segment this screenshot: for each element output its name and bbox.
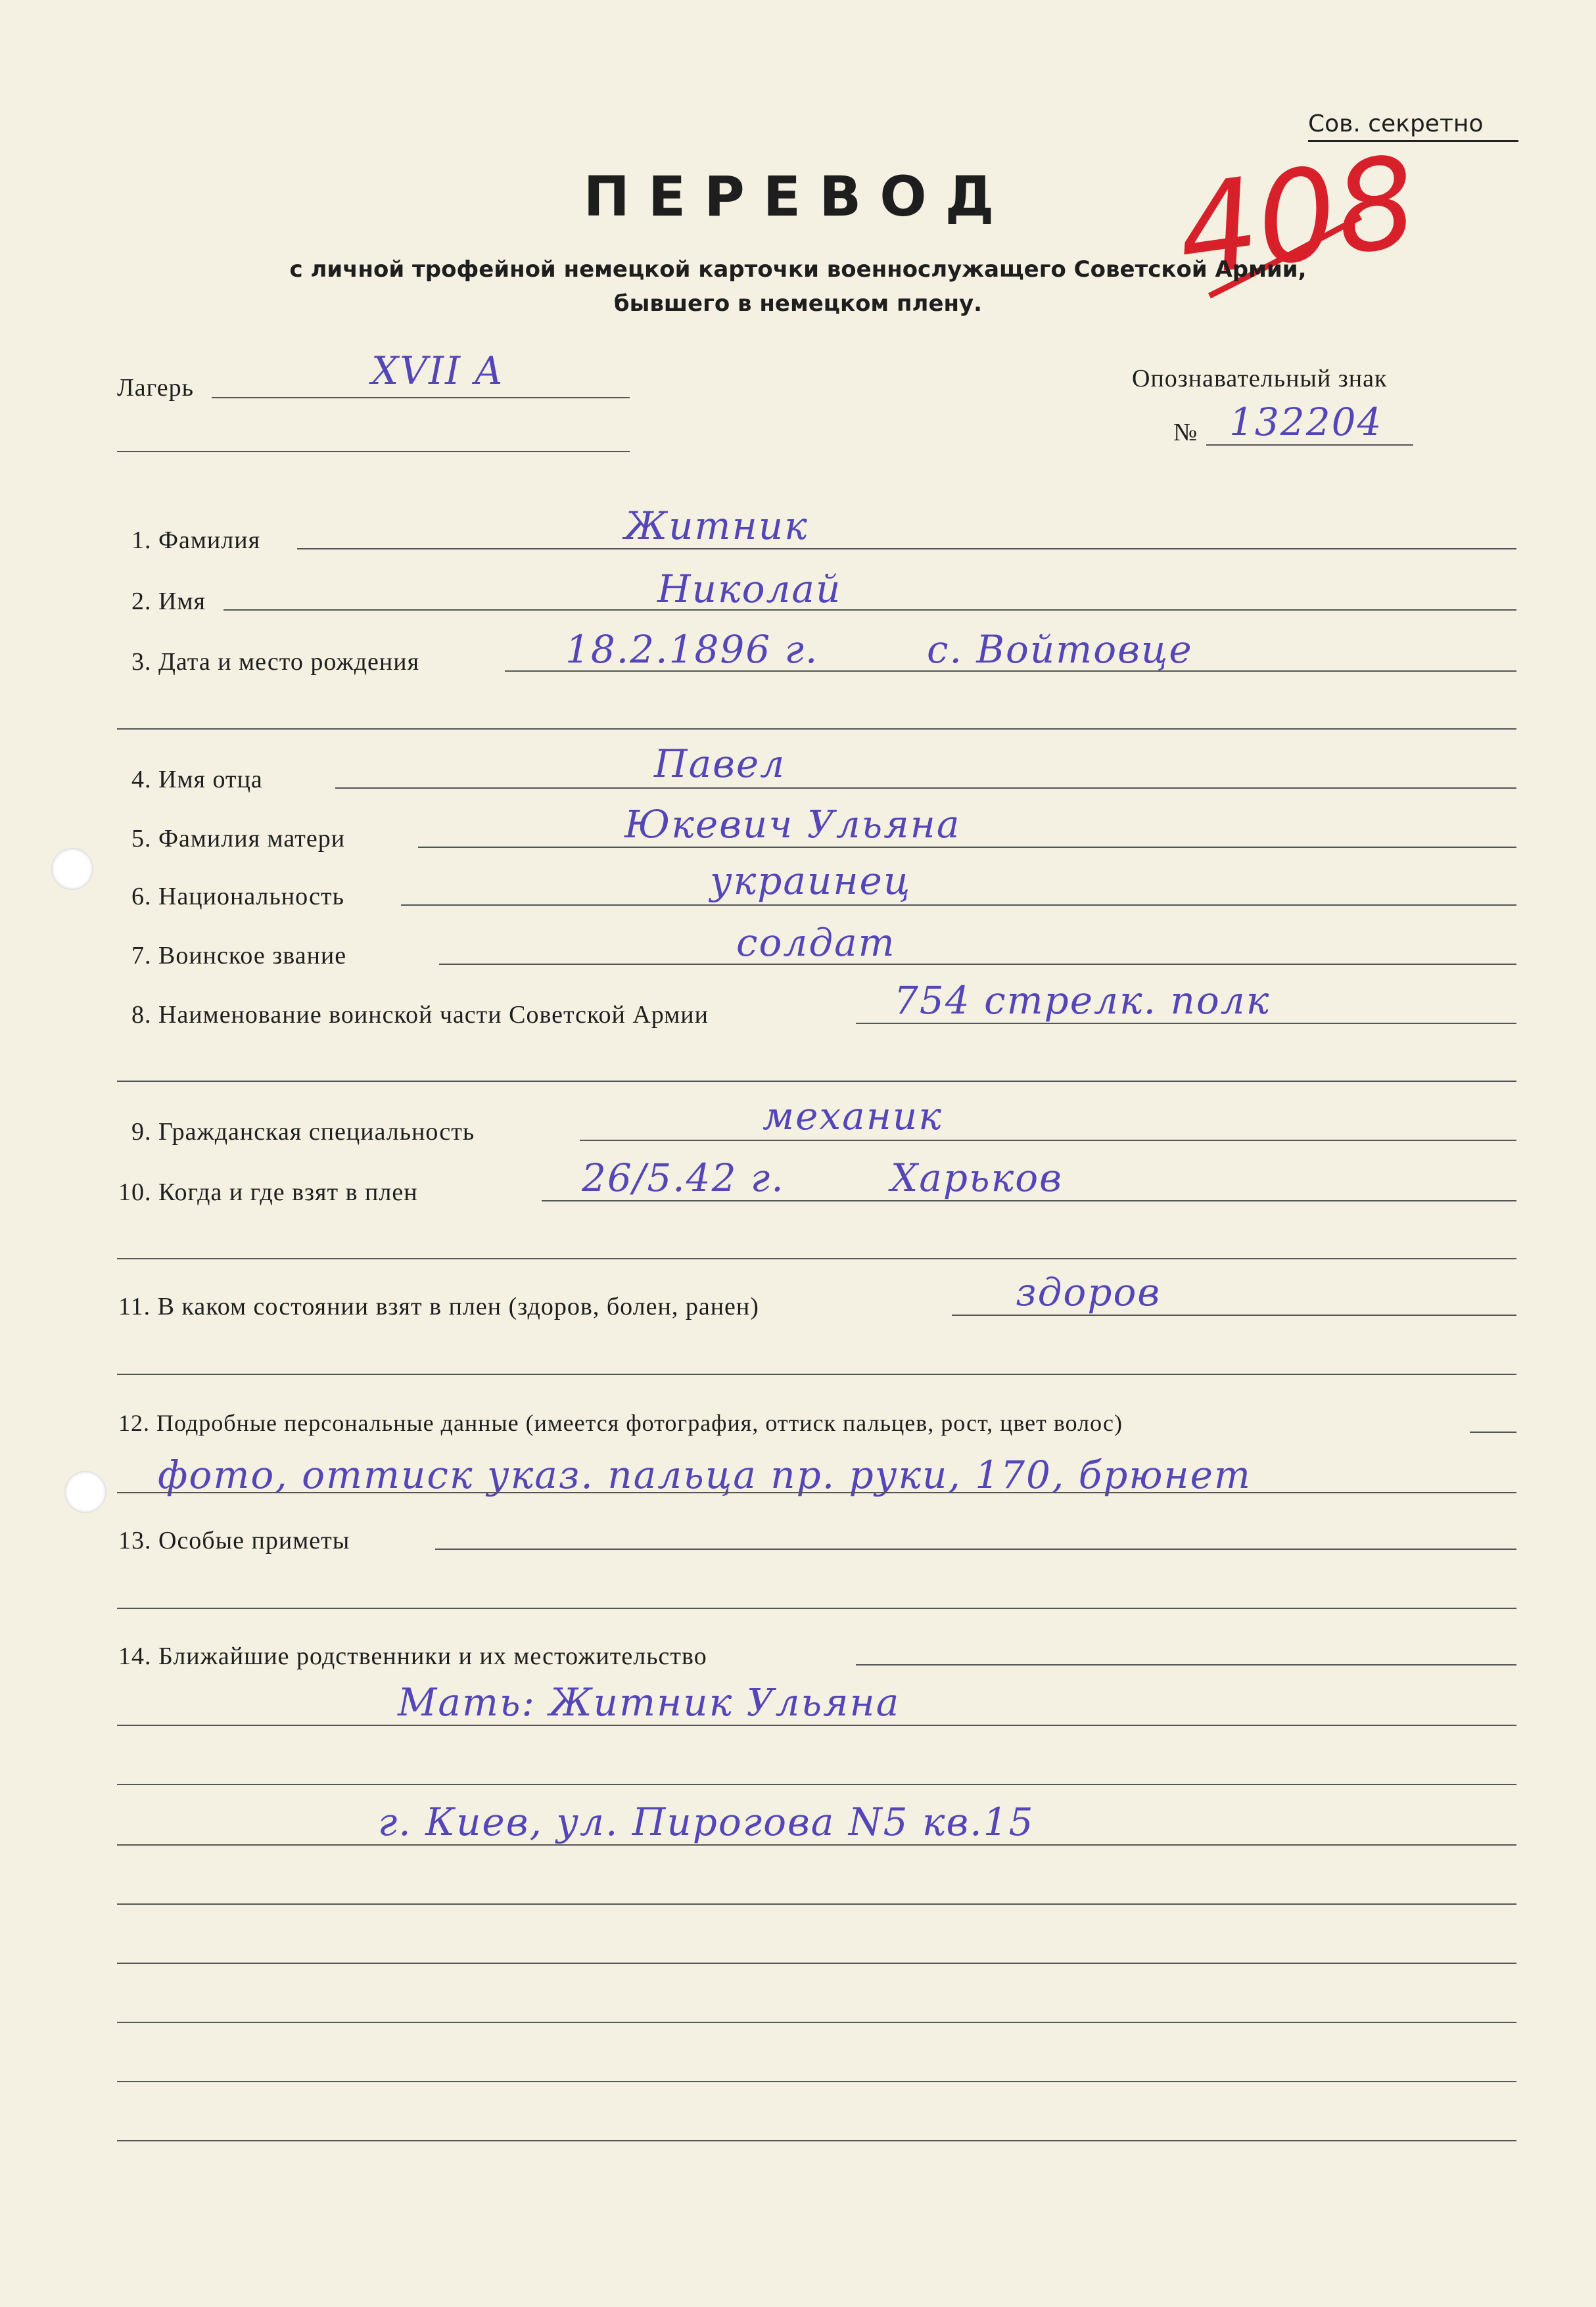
field-13-label: 13. Особые приметы xyxy=(118,1527,350,1554)
field-1-rule xyxy=(297,548,1516,549)
field-14-rule-8 xyxy=(117,2081,1516,2082)
field-4-rule xyxy=(335,787,1516,789)
field-3-value: 18.2.1896 г. xyxy=(565,627,819,672)
secrecy-label: Сов. секретно xyxy=(1308,110,1518,142)
punch-hole-bottom xyxy=(64,1471,106,1513)
field-5-value: Юкевич Ульяна xyxy=(624,802,961,847)
field-14-rule-4 xyxy=(117,1844,1516,1846)
stamp-number-text: 408 xyxy=(1169,128,1425,306)
field-11-rule xyxy=(952,1315,1516,1316)
tag-value: 132204 xyxy=(1229,400,1383,444)
field-7-value: солдат xyxy=(736,920,896,965)
field-10-rule xyxy=(542,1200,1516,1201)
field-8-value: 754 стрелк. полк xyxy=(894,978,1271,1023)
field-11-value: здоров xyxy=(1016,1270,1162,1315)
tag-rule xyxy=(1206,444,1413,446)
field-6-value: украинец xyxy=(710,858,912,903)
field-14-rule-2 xyxy=(117,1725,1516,1726)
subtitle-line-1: с личной трофейной немецкой карточки военнослужащего Советской Армии, xyxy=(289,256,1307,283)
field-12-rule xyxy=(1470,1432,1516,1433)
field-14-rule-3 xyxy=(117,1784,1516,1785)
field-4-label: 4. Имя отца xyxy=(131,766,263,793)
field-6-label: 6. Национальность xyxy=(131,883,344,910)
field-14-rule xyxy=(856,1664,1516,1666)
camp-label: Лагерь xyxy=(117,374,194,402)
field-8-rule xyxy=(856,1023,1516,1024)
field-9-label: 9. Гражданская специальность xyxy=(131,1118,475,1146)
field-8-label: 8. Наименование воинской части Советской Армии xyxy=(131,1001,709,1029)
field-12-label: 12. Подробные персональные данные (имеется фотография, оттиск пальцев, рост, цвет волос) xyxy=(118,1410,1123,1436)
field-1-value: Житник xyxy=(624,503,809,548)
field-14-value: Мать: Житник Ульяна xyxy=(398,1680,901,1725)
field-10-value: 26/5.42 г. xyxy=(582,1155,785,1200)
field-12-rule-2 xyxy=(117,1492,1516,1493)
field-11-rule-2 xyxy=(117,1374,1516,1375)
document-title: ПЕРЕВОД xyxy=(583,164,1013,229)
field-3-value-2: с. Войтовце xyxy=(927,627,1193,672)
field-11-label: 11. В каком состоянии взят в плен (здоров, болен, ранен) xyxy=(118,1293,759,1320)
tag-label: Опознавательный знак xyxy=(1132,365,1388,392)
field-14-rule-6 xyxy=(117,1963,1516,1964)
field-9-rule xyxy=(580,1140,1516,1141)
field-12-value: фото, оттиск указ. пальца пр. руки, 170, брюнет xyxy=(158,1453,1252,1497)
field-8-rule-2 xyxy=(117,1081,1516,1082)
field-10-label: 10. Когда и где взят в плен xyxy=(118,1178,418,1206)
field-14-rule-5 xyxy=(117,1903,1516,1905)
field-14-label: 14. Ближайшие родственники и их местожительство xyxy=(118,1643,707,1670)
field-4-value: Павел xyxy=(654,741,786,786)
field-7-rule xyxy=(439,964,1516,965)
field-14-value-2: г. Киев, ул. Пирогова N5 кв.15 xyxy=(378,1800,1035,1844)
field-9-value: механик xyxy=(763,1094,943,1138)
field-13-rule-2 xyxy=(117,1608,1516,1609)
camp-value: XVII A xyxy=(371,348,504,393)
field-5-rule xyxy=(418,847,1516,848)
subtitle-line-2: бывшего в немецком плену. xyxy=(613,291,983,317)
field-14-rule-7 xyxy=(117,2022,1516,2023)
field-6-rule xyxy=(401,904,1516,906)
field-1-label: 1. Фамилия xyxy=(131,526,261,554)
field-10-value-2: Харьков xyxy=(891,1155,1063,1200)
field-2-value: Николай xyxy=(657,567,842,611)
field-13-rule xyxy=(435,1549,1516,1550)
camp-rule xyxy=(212,397,630,398)
field-3-label: 3. Дата и место рождения xyxy=(131,648,420,676)
field-5-label: 5. Фамилия матери xyxy=(131,825,346,852)
field-10-rule-2 xyxy=(117,1258,1516,1259)
field-14-rule-9 xyxy=(117,2140,1516,2141)
field-7-label: 7. Воинское звание xyxy=(131,942,347,969)
punch-hole-top xyxy=(51,848,93,890)
field-2-rule xyxy=(223,609,1516,611)
field-3-rule-2 xyxy=(117,728,1516,730)
camp-rule-2 xyxy=(117,451,630,452)
field-2-label: 2. Имя xyxy=(131,588,206,615)
tag-no-label: № xyxy=(1173,419,1198,446)
